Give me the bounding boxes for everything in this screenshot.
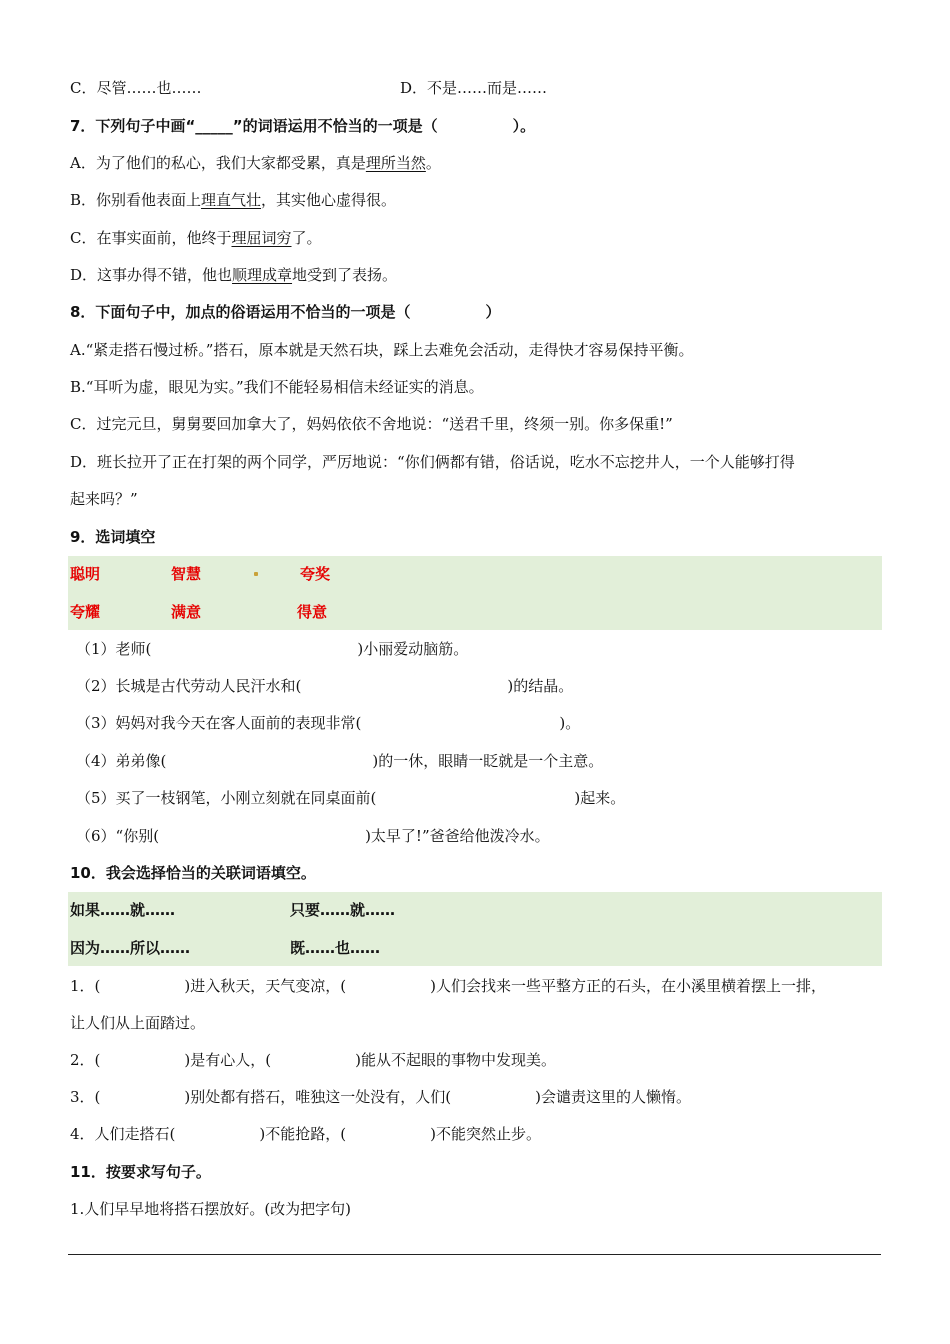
q7-option-b: B．你别看他表面上理直气壮，其实他心虚得很。 — [70, 191, 397, 209]
q7-c-underlined-word: 理屈词穷 — [231, 229, 292, 247]
q9-item-3: （3）妈妈对我今天在客人面前的表现非常( )。 — [76, 714, 581, 732]
q9-item-2: （2）长城是古代劳动人民汗水和( )的结晶。 — [76, 677, 574, 695]
q10-sentence-2: 2．( )是有心人，( )能从不起眼的事物中发现美。 — [70, 1051, 556, 1069]
q7-a-underlined-word: 理所当然 — [365, 154, 426, 172]
q7-b-underlined-word: 理直气壮 — [201, 191, 262, 209]
q8-option-d-line2: 起来吗？” — [70, 490, 138, 508]
q8-title: 8．下面句子中，加点的俗语运用不恰当的一项是（ ） — [70, 303, 501, 321]
q8-option-c: C．过完元旦，舅舅要回加拿大了，妈妈依依不舍地说：“送君千里，终须一别。你多保重!” — [70, 415, 673, 433]
answer-line[interactable] — [68, 1254, 881, 1255]
q9-title: 9．选词填空 — [70, 528, 156, 546]
q10-word-4: 既……也…… — [290, 939, 381, 957]
q10-sentence-1-cont: 让人们从上面踏过。 — [70, 1014, 206, 1032]
q9-item-5: （5）买了一枝钢笔，小刚立刻就在同桌面前( )起来。 — [76, 789, 626, 807]
q9-word-1: 聪明 — [70, 565, 101, 583]
q7-d-underlined-word: 顺理成章 — [232, 266, 293, 284]
q9-word-4: 夸耀 — [70, 603, 101, 621]
q8-option-b: B.“耳听为虚，眼见为实。”我们不能轻易相信未经证实的消息。 — [70, 378, 484, 396]
q10-sentence-3: 3．( )别处都有搭石，唯独这一处没有，人们( )会谴责这里的人懒惰。 — [70, 1088, 691, 1106]
q6-option-c: C．尽管……也…… — [70, 79, 202, 97]
q7-option-d: D．这事办得不错，他也顺理成章地受到了表扬。 — [70, 266, 398, 284]
q11-sentence-1: 1.人们早早地将搭石摆放好。(改为把字句) — [70, 1200, 352, 1218]
q9-word-3: 夸奖 — [300, 565, 331, 583]
q8-option-d-line1: D．班长拉开了正在打架的两个同学，严厉地说：“你们俩都有错，俗话说，吃水不忘挖井人，一个人能够打得 — [70, 453, 795, 471]
q9-item-4: （4）弟弟像( )的一休，眼睛一眨就是一个主意。 — [76, 752, 604, 770]
q9-word-5: 满意 — [171, 603, 202, 621]
q9-dot-mark — [254, 572, 258, 576]
q9-word-2: 智慧 — [171, 565, 202, 583]
q10-sentence-4: 4．人们走搭石( )不能抢路，( )不能突然止步。 — [70, 1125, 541, 1143]
q10-title: 10．我会选择恰当的关联词语填空。 — [70, 864, 316, 882]
q6-option-d: D．不是……而是…… — [400, 79, 548, 97]
q7-title: 7．下列句子中画“_____”的词语运用不恰当的一项是（ ）。 — [70, 117, 536, 135]
q7-option-a: A．为了他们的私心，我们大家都受累，真是理所当然。 — [70, 154, 441, 172]
q10-word-bank — [68, 892, 882, 966]
q10-word-2: 只要……就…… — [290, 901, 396, 919]
q8-option-a: A.“紧走搭石慢过桥。”搭石，原本就是天然石块，踩上去难免会活动，走得快才容易保持平衡。 — [70, 341, 694, 359]
q9-item-1: （1）老师( )小丽爱动脑筋。 — [76, 640, 469, 658]
q9-item-6: （6）“你别( )太早了!”爸爸给他泼冷水。 — [76, 827, 550, 845]
q10-word-1: 如果……就…… — [70, 901, 176, 919]
q10-word-3: 因为……所以…… — [70, 939, 191, 957]
q9-word-bank — [68, 556, 882, 630]
q9-word-6: 得意 — [297, 603, 328, 621]
q7-option-c: C．在事实面前，他终于理屈词穷了。 — [70, 229, 322, 247]
q10-sentence-1: 1．( )进入秋天，天气变凉，( )人们会找来一些平整方正的石头，在小溪里横着摆上一排， — [70, 977, 826, 995]
q11-title: 11．按要求写句子。 — [70, 1163, 211, 1181]
